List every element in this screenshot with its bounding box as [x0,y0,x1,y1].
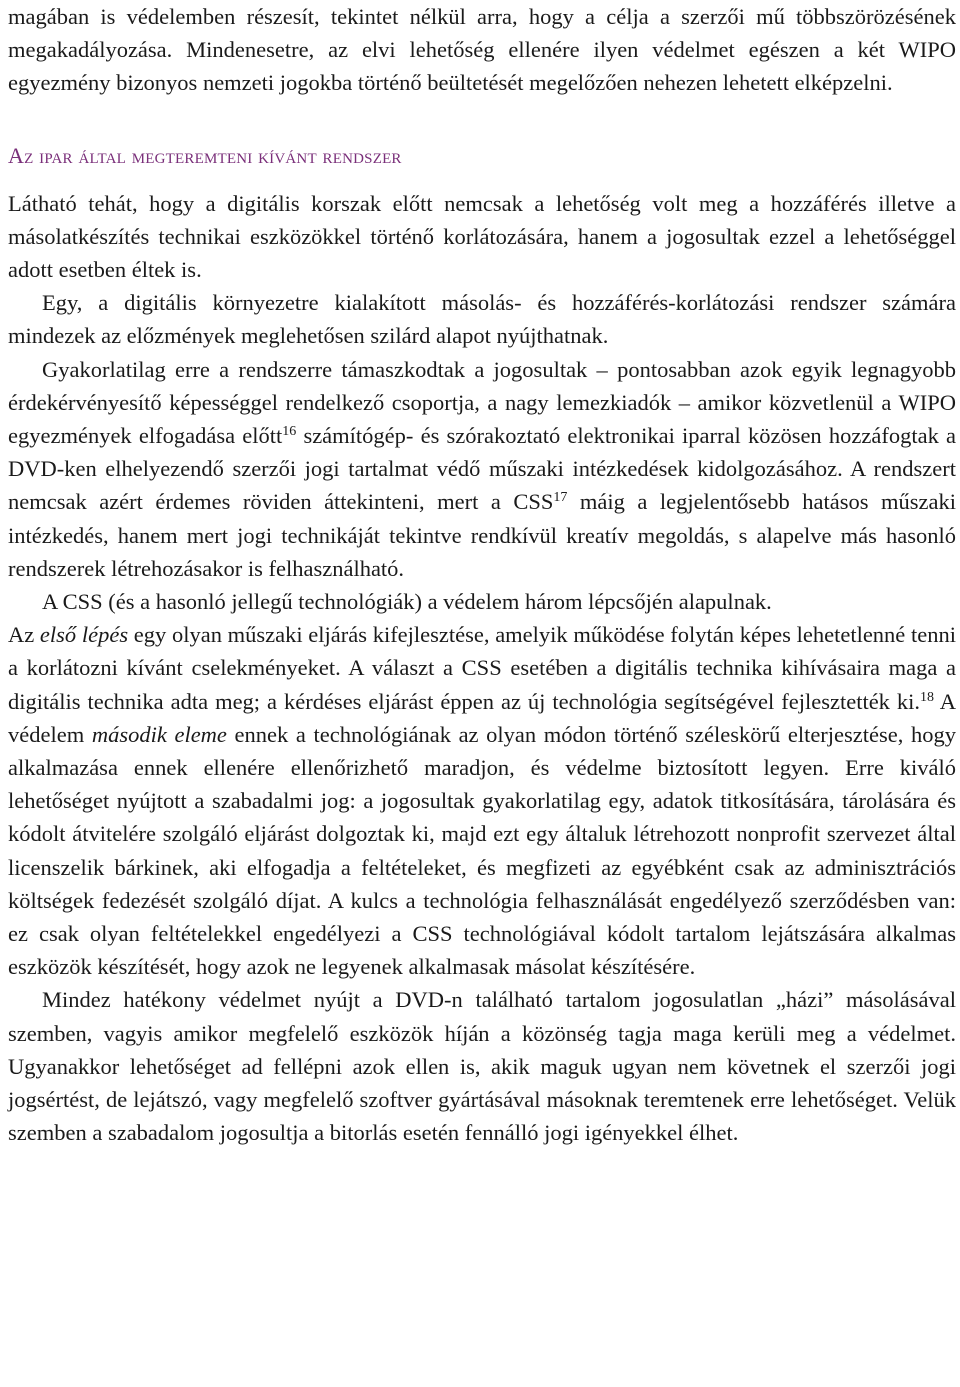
document-page [8,0,956,1150]
emphasis-second-element: második eleme [91,721,227,747]
paragraph-5 [8,618,956,983]
paragraph-4: A CSS (és a hasonló jellegű technológiák) a védelem három lépcsőjén alapulnak. [42,589,772,615]
emphasis-first-step: első lépés [39,622,129,648]
paragraph-5-text-a: Az [8,622,40,648]
paragraph-3-text-c: máig a legjelentősebb hatásos műszaki intézkedés, hanem mert jogi technikáját tekintve rendkívül kreatív megoldás, s alapelve más hasonló rendszerek létrehozásakor is felhasználható. [8,489,956,581]
paragraph-5-text-d: ennek a technológiának az olyan módon történő széleskörű elterjesztése, hogy alkalmazása ennek ellenére ellenőrizhető maradjon, és védelme biztosított legyen. Erre kiváló lehetőséget nyújtott a szabadalmi jog: a jogosultak gyakorlatilag egy, adatok titkosítására, tárolására és kódolt átvitelére szolgáló eljárást dolgoztak ki, majd ezt egy általuk létrehozott nonprofit szervezet által licenszelik bárkinek, aki elfogadja a feltételeket, és megfizeti az egyébként csak az adminisztrációs költségek fedezését szolgáló díjat. A kulcs a technológia felhasználását engedélyező szerződésben van: ez csak olyan feltételekkel engedélyezi a CSS technológiával kódolt tartalom lejátszására alkalmas eszközök készítését, hogy azok ne legyenek alkalmasak másolat készítésére. [8,721,957,980]
footnote-ref-17[interactable]: 17 [553,490,568,506]
intro-paragraph: magában is védelemben részesít, tekintet nélkül arra, hogy a célja a szerzői mű többszörözésének megakadályozása. Mindenesetre, az elvi lehetőség ellenére ilyen védelmet egészen a két WIPO egyezmény bizonyos nemzeti jogokba történő beültetését megelőzően nehezen lehetett elképzelni. [8,4,956,96]
footnote-ref-18[interactable]: 18 [920,689,935,705]
paragraph-2: Egy, a digitális környezetre kialakított másolás- és hozzáférés-korlátozási rendszer számára mindezek az előzmények meglehetősen szilárd alapot nyújthatnak. [8,290,956,349]
section-heading: Az ipar által megteremteni kívánt rendszer [8,142,402,168]
paragraph-1: Látható tehát, hogy a digitális korszak előtt nemcsak a lehetőség volt meg a hozzáférés illetve a másolatkészítés technikai eszközökkel történő korlátozására, hanem a jogosultak ezzel a lehetőséggel adott esetben éltek is. [8,190,956,283]
paragraph-3-text-a: Gyakorlatilag erre a rendszerre támaszkodtak a jogosultak – pontosabban azok egyik legnagyobb érdekérvényesítő képességgel rendelkező csoportja, a nagy lemezkiadók – amikor közvetlenül a WIPO egyezmények elfogadása előtt [8,356,956,449]
paragraph-6: Mindez hatékony védelmet nyújt a DVD-n található tartalom jogosulatlan „házi” másolásával szemben, vagyis amikor megfelelő eszközök híján a közönség tagja maga kerüli meg a védelmet. Ugyanakkor lehetőséget ad fellépni azok ellen is, akik maguk ugyan nem követnek el szerzői jogi jogsértést, de lejátszó, vagy megfelelő szoftver gyártásával másoknak teremtenek erre lehetőséget. Velük szemben a szabadalom jogosultja a bitorlás esetén fennálló jogi igényekkel élhet. [8,987,956,1146]
paragraph-5-text-c: A védelem [8,688,956,747]
paragraph-3-text-b: számítógép- és szórakoztató elektronikai iparral közösen hozzáfogtak a DVD-ken elhelyezendő szerzői jogi tartalmat védő műszaki intézkedések kidolgozásához. A rendszert nemcsak azért érdemes röviden áttekinteni, mert a CSS [8,423,956,515]
paragraph-3 [8,353,956,585]
footnote-ref-16[interactable]: 16 [282,424,297,440]
paragraph-5-text-b: egy olyan műszaki eljárás kifejlesztése, amelyik működése folytán képes lehetetlenné tenni a korlátozni kívánt cselekményeket. A választ a CSS esetében a digitális technika kihívásaira maga a digitális technika adta meg; a kérdéses eljárást éppen az új technológia segítségével fejlesztették ki. [8,622,956,714]
